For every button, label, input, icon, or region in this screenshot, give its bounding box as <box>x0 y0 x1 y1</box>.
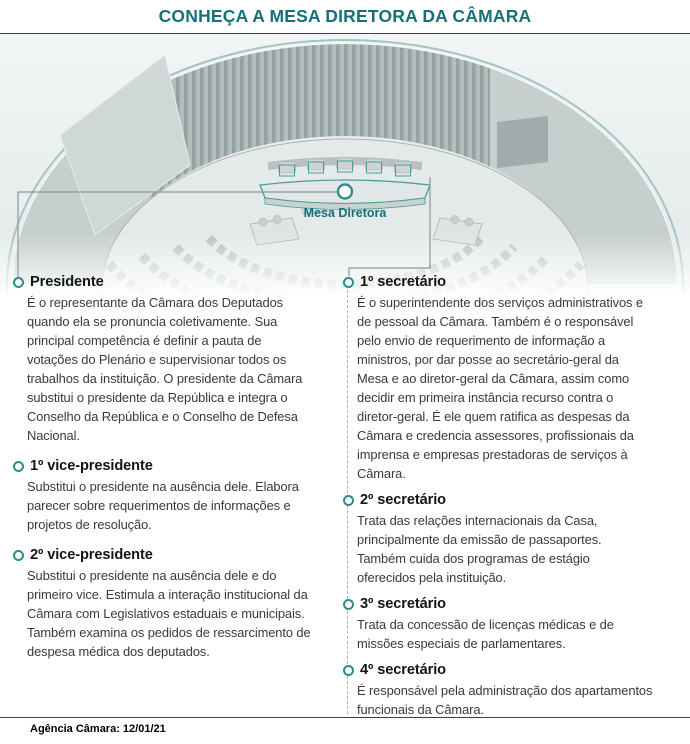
role-heading <box>10 456 340 476</box>
role-title: 1º secretário <box>360 274 446 290</box>
role-description-line: decidir em primeira instância recurso contra o <box>357 390 614 405</box>
role-heading <box>340 490 688 510</box>
role-description-line: missões especiais de parlamentares. <box>357 636 566 651</box>
role-section <box>340 594 688 653</box>
role-bullet-icon <box>13 461 24 472</box>
side-table-right-chair <box>465 218 473 226</box>
role-description-line: Nacional. <box>27 428 80 443</box>
role-description-line: oferecidos pela instituição. <box>357 570 507 585</box>
column-right <box>340 272 688 726</box>
footer-divider <box>0 717 690 718</box>
page-title: CONHEÇA A MESA DIRETORA DA CÂMARA <box>158 6 532 26</box>
role-description-line: principal competência é definir a pauta de <box>27 333 262 348</box>
role-description-line: projetos de resolução. <box>27 517 152 532</box>
role-title: 4º secretário <box>360 662 446 678</box>
role-heading <box>10 545 340 565</box>
role-bullet-icon <box>343 277 354 288</box>
role-description-line: Substitui o presidente na ausência dele e do <box>27 568 277 583</box>
role-title: 1º vice-presidente <box>30 458 153 474</box>
role-description-line: Substitui o presidente na ausência dele. Elabora <box>27 479 299 494</box>
role-section <box>340 272 688 483</box>
role-description-line: Mesa e ao diretor-geral da Câmara, assim como <box>357 371 630 386</box>
column-left <box>10 272 340 672</box>
role-description-line: parecer sobre requerimentos de informações e <box>27 498 291 513</box>
role-description-line: Câmara. <box>357 466 406 481</box>
role-description-line: primeiro vice. Estimula a interação institucional da <box>27 587 308 602</box>
role-description-line: votações do Plenário e supervisionar todos os <box>27 352 287 367</box>
role-description-line: funcionais da Câmara. <box>357 702 484 717</box>
role-description-line: diretor-geral. É ele quem ratifica as despesas da <box>357 409 630 424</box>
role-description-line: de pessoal da Câmara. Também é o responsável <box>357 314 634 329</box>
side-table-right-chair <box>451 216 459 224</box>
role-title: 2º vice-presidente <box>30 547 153 563</box>
role-description <box>357 511 688 587</box>
side-table-left-chair <box>259 218 267 226</box>
role-bullet-icon <box>13 550 24 561</box>
role-section <box>340 490 688 587</box>
mesa-diretora-marker-icon <box>338 185 352 199</box>
role-heading <box>340 594 688 614</box>
role-description-line: Trata das relações internacionais da Casa, <box>357 513 598 528</box>
role-title: Presidente <box>30 274 104 290</box>
wall-doorway <box>497 116 548 168</box>
mesa-diretora-label: Mesa Diretora <box>303 206 387 220</box>
role-description-line: Trata da concessão de licenças médicas e de <box>357 617 614 632</box>
role-bullet-icon <box>343 665 354 676</box>
role-description-line: quando ela se pronuncia coletivamente. Sua <box>27 314 278 329</box>
role-description <box>27 293 340 445</box>
role-description <box>357 293 688 483</box>
role-description-line: pelo envio de requerimento de informação a <box>357 333 606 348</box>
role-description-line: Câmara e credencia assessores, profissionais da <box>357 428 634 443</box>
role-description-line: principalmente da emissão de passaportes. <box>357 532 602 547</box>
role-bullet-icon <box>13 277 24 288</box>
role-title: 2º secretário <box>360 492 446 508</box>
role-heading <box>340 272 688 292</box>
role-description-line: Também examina os pedidos de ressarcimento de <box>27 625 311 640</box>
role-heading <box>10 272 340 292</box>
side-table-left-chair <box>273 216 281 224</box>
role-description <box>357 615 688 653</box>
role-description-line: Conselho da República e o Conselho de Defesa <box>27 409 298 424</box>
role-bullet-icon <box>343 495 354 506</box>
role-description-line: É o superintendente dos serviços administrativos e <box>357 295 643 310</box>
role-description <box>357 681 688 719</box>
role-description <box>27 477 340 534</box>
role-description-line: Câmara com Legislativos estaduais e municipais. <box>27 606 305 621</box>
role-description-line: Também cuida dos programas de estágio <box>357 551 590 566</box>
role-section <box>10 545 340 661</box>
role-heading <box>340 660 688 680</box>
role-description-line: É responsável pela administração dos apartamentos <box>357 683 653 698</box>
role-description-line: trabalhos da instituição. O presidente da Câmara <box>27 371 303 386</box>
role-section <box>340 660 688 719</box>
role-title: 3º secretário <box>360 596 446 612</box>
role-description-line: É o representante da Câmara dos Deputados <box>27 295 284 310</box>
role-description <box>27 566 340 661</box>
role-description-line: despesa médica dos deputados. <box>27 644 210 659</box>
role-section <box>10 272 340 445</box>
plenary-hall-illustration <box>0 34 690 310</box>
role-description-line: substitui o presidente da República e integra o <box>27 390 288 405</box>
role-section <box>10 456 340 534</box>
role-description-line: imprensa e empresas prestadoras de serviços à <box>357 447 628 462</box>
source-credit: Agência Câmara: 12/01/21 <box>30 723 166 735</box>
role-bullet-icon <box>343 599 354 610</box>
role-description-line: ministros, por dar posse ao secretário-geral da <box>357 352 619 367</box>
